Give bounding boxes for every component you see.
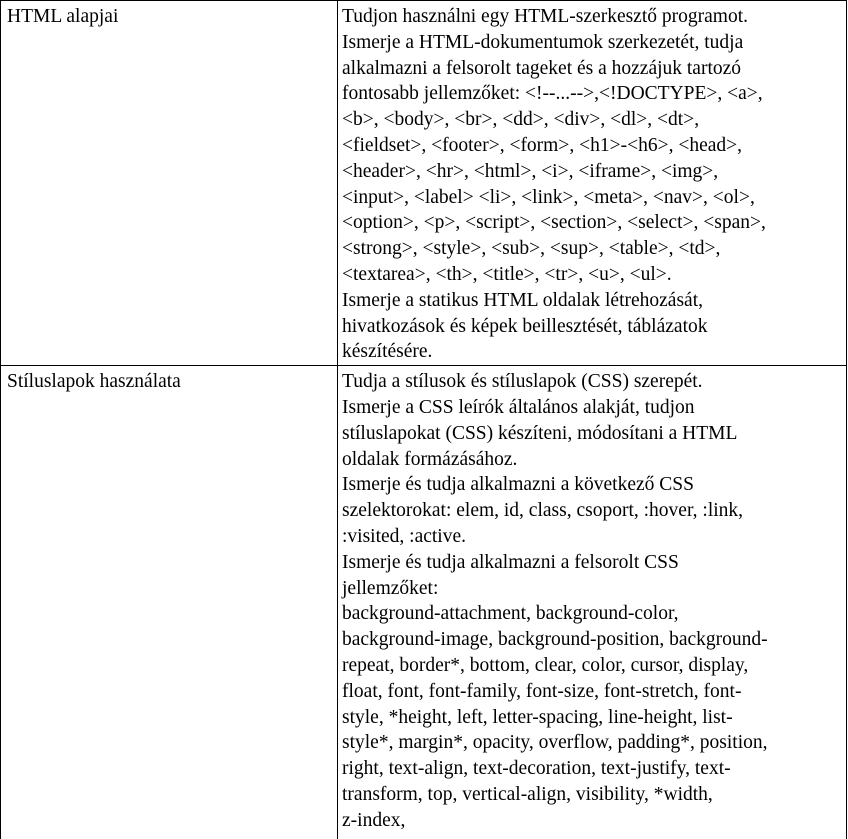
requirement-line: style, *height, left, letter-spacing, line-height, list- [342, 706, 733, 728]
topic-title: HTML alapjai [7, 6, 119, 27]
requirement-line: Tudja a stílusok és stíluslapok (CSS) szerepét. [342, 371, 703, 393]
requirements-cell [338, 1, 847, 366]
requirement-line: Ismerje és tudja alkalmazni a következő CSS [342, 474, 694, 496]
requirement-line: <fieldset>, <footer>, <form>, <h1>-<h6>, <head>, [342, 134, 743, 156]
requirement-line: repeat, border*, bottom, clear, color, cursor, display, [342, 654, 749, 676]
requirement-line: <strong>, <style>, <sub>, <sup>, <table>, <td>, [342, 238, 721, 260]
table-row-stylesheets [1, 366, 847, 839]
requirement-line: készítésére. [342, 341, 433, 363]
requirement-line: background-attachment, background-color, [342, 603, 679, 625]
requirement-line: Ismerje és tudja alkalmazni a felsorolt CSS [342, 551, 679, 573]
requirement-line: Ismerje a HTML-dokumentumok szerkezetét, tudja [342, 31, 744, 53]
topic-title: Stíluslapok használata [7, 371, 181, 393]
requirement-line: float, font, font-family, font-size, font-stretch, font- [342, 680, 742, 702]
table-row-html-basics [1, 1, 847, 366]
requirement-line: :visited, :active. [342, 525, 467, 547]
requirement-line: Ismerje a statikus HTML oldalak létrehozását, [342, 289, 703, 311]
requirement-line: stíluslapokat (CSS) készíteni, módosítani a HTML [342, 422, 738, 444]
requirement-line: z-index, [342, 809, 406, 831]
requirement-line: <textarea>, <th>, <title>, <tr>, <u>, <ul>. [342, 263, 672, 285]
requirement-line: <option>, <p>, <script>, <section>, <select>, <span>, [342, 212, 766, 234]
requirement-line: Ismerje a CSS leírók általános alakját, tudjon [342, 396, 695, 418]
requirement-line: szelektorokat: elem, id, class, csoport, :hover, :link, [342, 500, 744, 522]
requirement-line: <input>, <label> <li>, <link>, <meta>, <nav>, <ol>, [342, 186, 755, 208]
requirement-line: jellemzőket: [342, 577, 439, 599]
requirement-line: oldalak formázásához. [342, 448, 518, 470]
requirement-line: hivatkozások és képek beillesztését, táblázatok [342, 315, 708, 337]
requirement-line: background-image, background-position, background- [342, 629, 768, 651]
requirement-line: right, text-align, text-decoration, text-justify, text- [342, 758, 731, 780]
requirement-line: transform, top, vertical-align, visibility, *width, [342, 783, 713, 805]
requirements-cell [338, 366, 847, 839]
requirement-line: alkalmazni a felsorolt tageket és a hozzájuk tartozó [342, 57, 742, 79]
requirement-line: <b>, <body>, <br>, <dd>, <div>, <dl>, <dt>, [342, 109, 700, 131]
topic-cell [1, 366, 338, 839]
requirement-line: fontosabb jellemzőket: <!--...-->,<!DOCTYPE>, <a>, [342, 83, 763, 105]
requirement-line: <header>, <hr>, <html>, <i>, <iframe>, <img>, [342, 160, 719, 182]
requirement-line: style*, margin*, opacity, overflow, padding*, position, [342, 732, 768, 754]
requirement-line: Tudjon használni egy HTML-szerkesztő programot. [342, 6, 748, 27]
topic-cell [1, 1, 338, 366]
